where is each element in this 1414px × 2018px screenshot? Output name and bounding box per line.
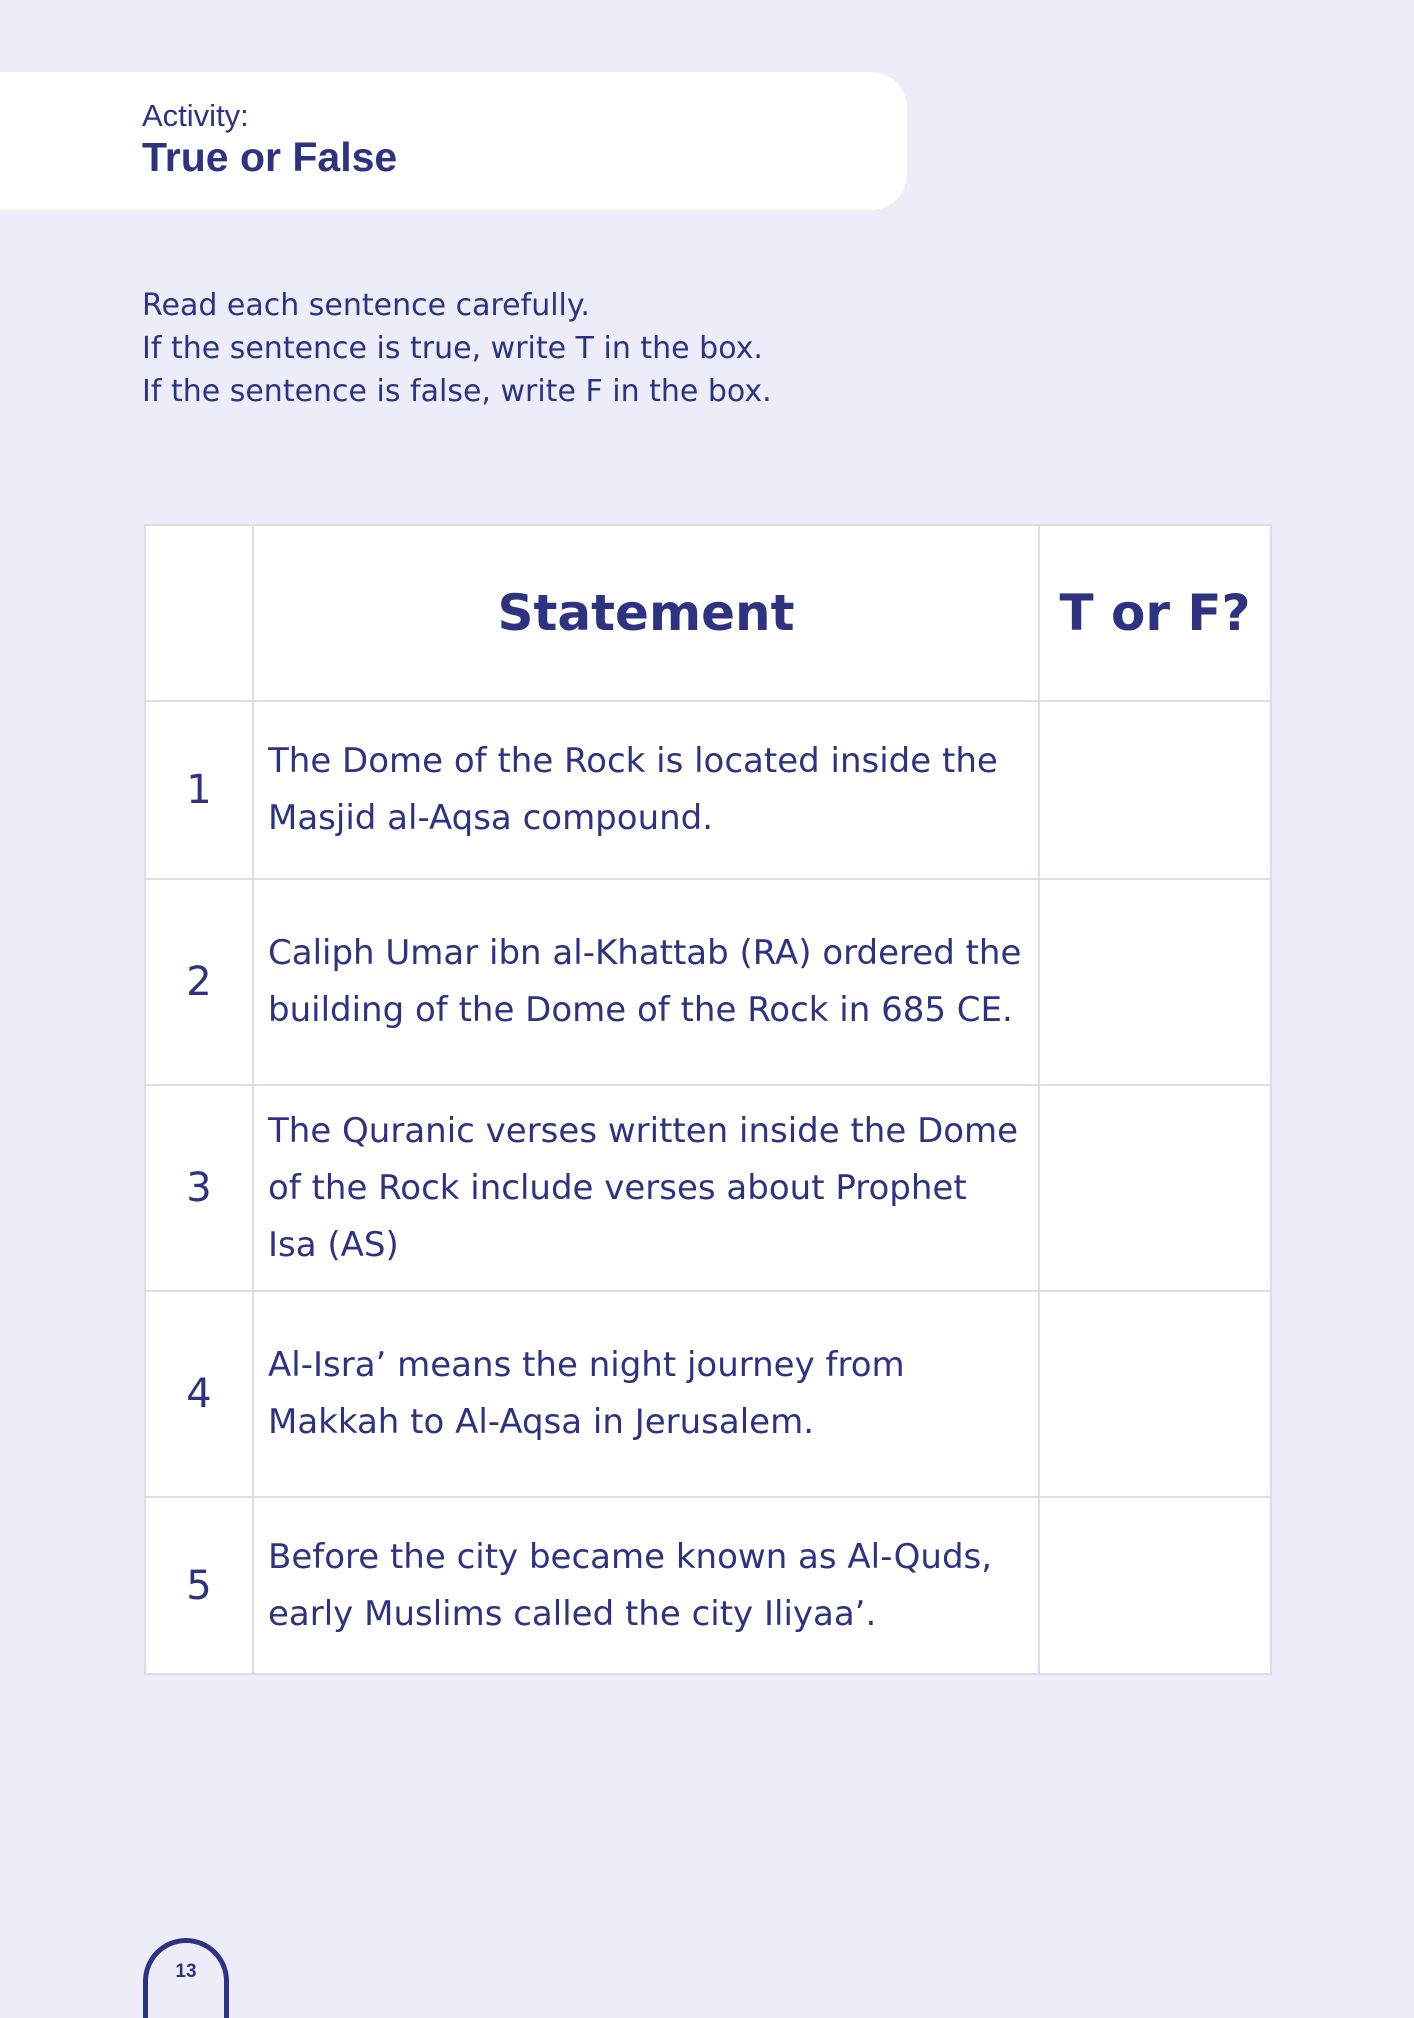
header-statement: Statement [253, 525, 1039, 701]
row-statement: The Quranic verses written inside the Dome of the Rock include verses about Prophet Isa (AS) [253, 1085, 1039, 1291]
instruction-line-1: Read each sentence carefully. [142, 288, 590, 323]
row-statement: Al-Isra’ means the night journey from Makkah to Al-Aqsa in Jerusalem. [253, 1291, 1039, 1497]
activity-label: Activity: [142, 98, 249, 133]
answer-box[interactable] [1039, 1497, 1271, 1674]
page-number: 13 [175, 1961, 197, 1982]
table-row [145, 701, 1271, 879]
answer-box[interactable] [1039, 701, 1271, 879]
row-number: 4 [145, 1291, 253, 1497]
true-false-table [144, 524, 1272, 1675]
answer-box[interactable] [1039, 1291, 1271, 1497]
table-row [145, 1291, 1271, 1497]
instruction-line-2: If the sentence is true, write T in the box. [142, 331, 763, 366]
table-row [145, 1085, 1271, 1291]
answer-box[interactable] [1039, 879, 1271, 1085]
instructions [142, 284, 772, 413]
row-number: 2 [145, 879, 253, 1085]
activity-title: True or False [142, 134, 398, 180]
instruction-line-3: If the sentence is false, write F in the box. [142, 374, 772, 409]
table-header-row [145, 525, 1271, 701]
row-number: 5 [145, 1497, 253, 1674]
row-number: 3 [145, 1085, 253, 1291]
table-row [145, 1497, 1271, 1674]
row-statement: Before the city became known as Al-Quds, early Muslims called the city Iliyaa’. [253, 1497, 1039, 1674]
header-answer: T or F? [1039, 525, 1271, 701]
activity-header-card [0, 72, 907, 210]
table-row [145, 879, 1271, 1085]
header-number [145, 525, 253, 701]
answer-box[interactable] [1039, 1085, 1271, 1291]
row-statement: The Dome of the Rock is located inside the Masjid al-Aqsa compound. [253, 701, 1039, 879]
row-number: 1 [145, 701, 253, 879]
row-statement: Caliph Umar ibn al-Khattab (RA) ordered the building of the Dome of the Rock in 685 CE. [253, 879, 1039, 1085]
